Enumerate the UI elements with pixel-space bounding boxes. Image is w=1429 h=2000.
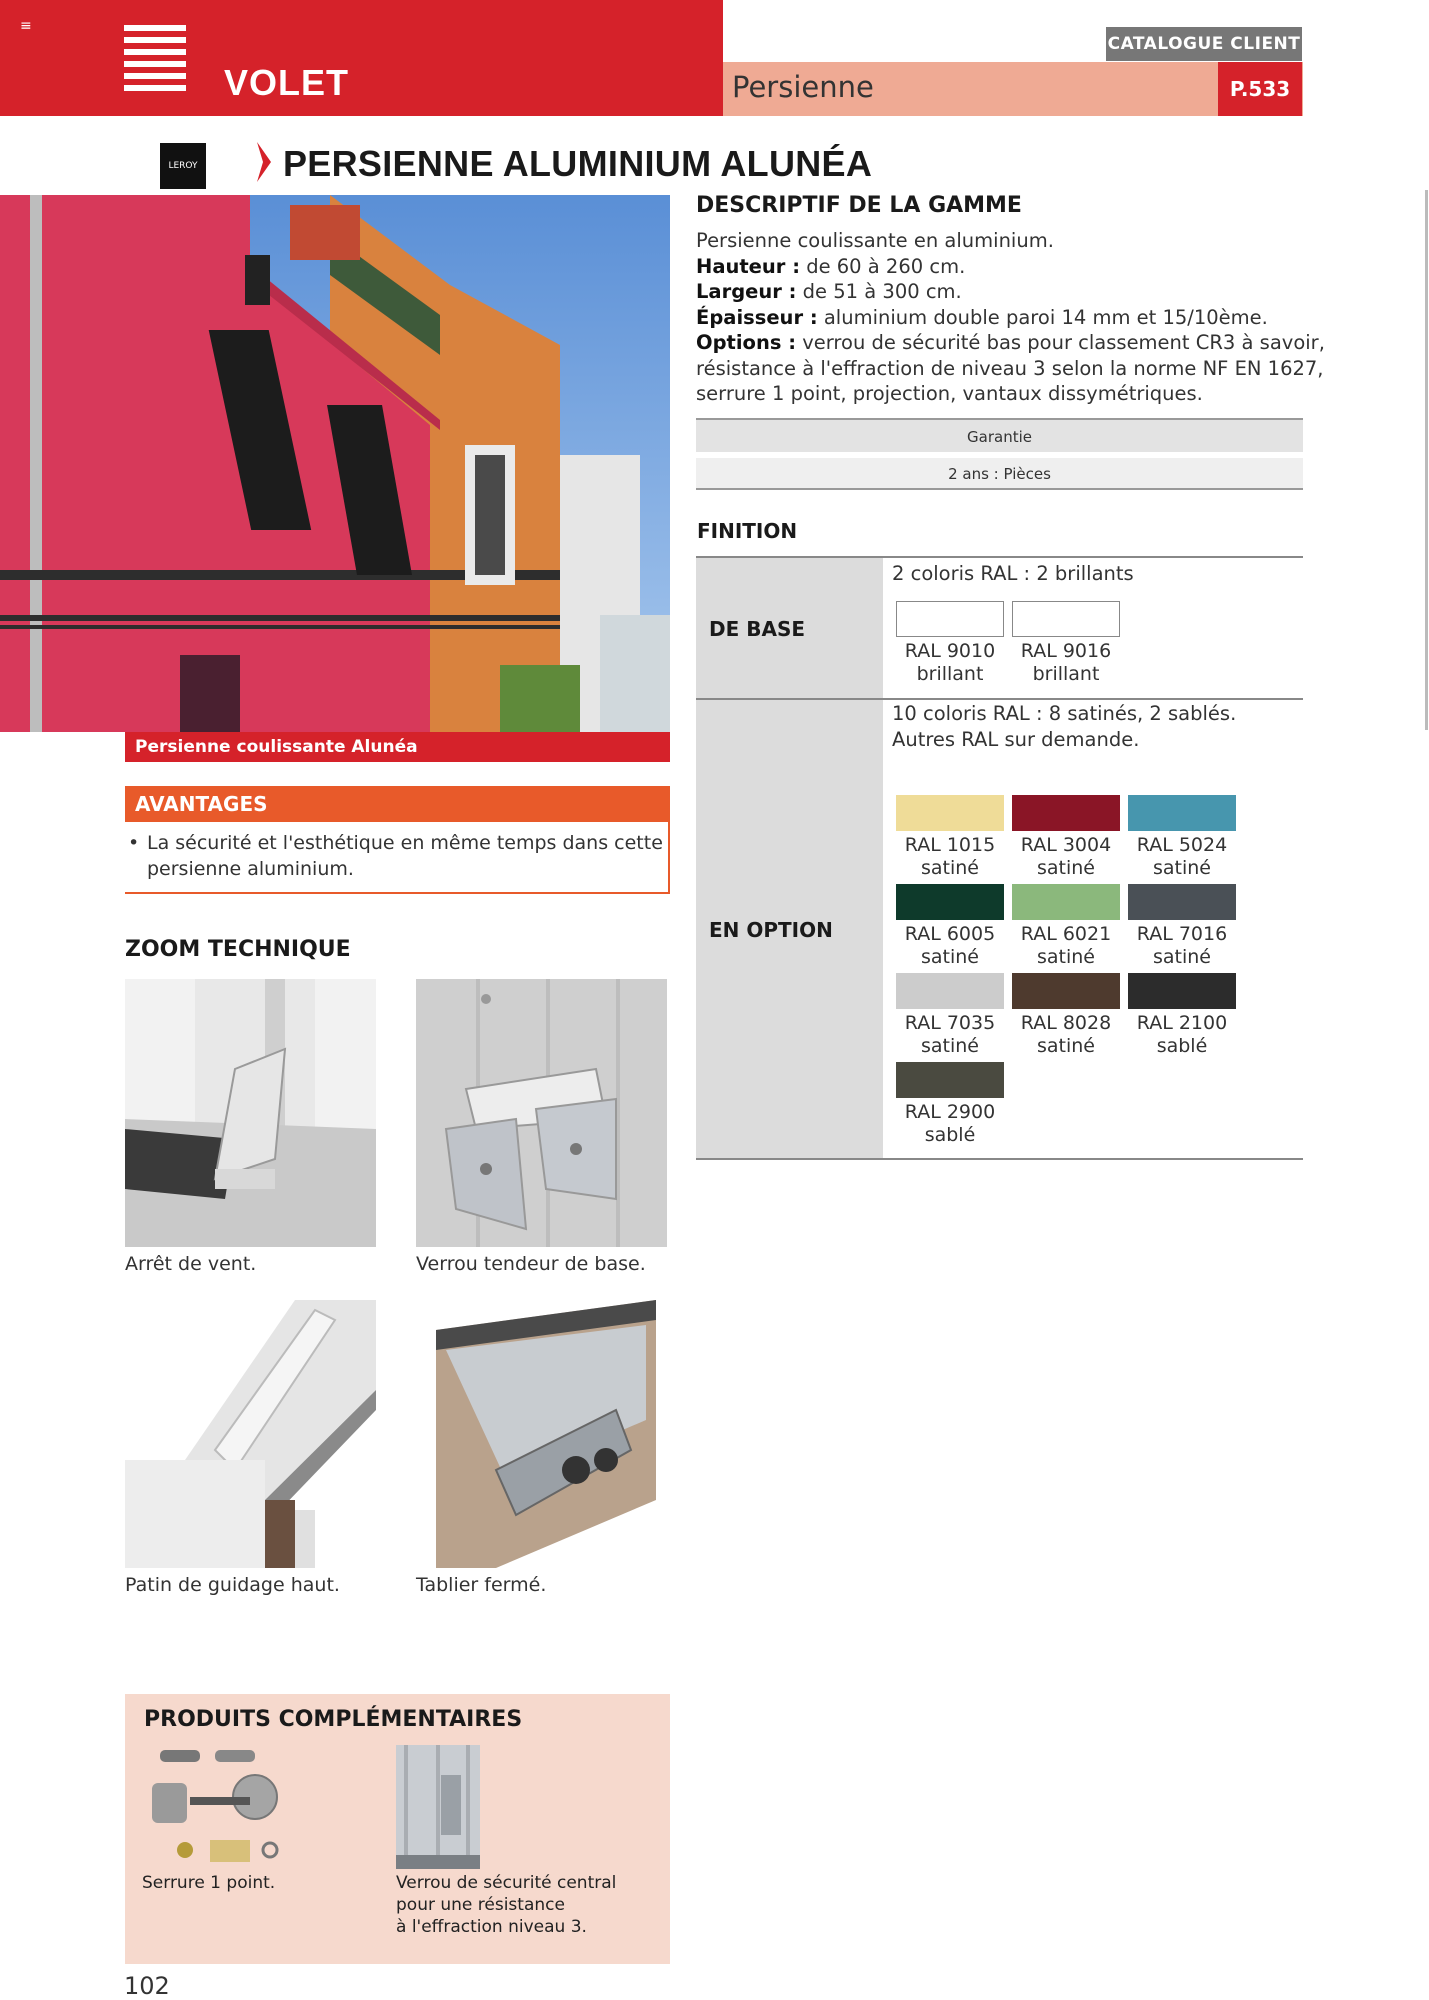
descriptif-title: DESCRIPTIF DE LA GAMME bbox=[696, 193, 1022, 218]
hero-caption: Persienne coulissante Alunéa bbox=[125, 732, 670, 762]
subsection-title: Persienne bbox=[732, 70, 874, 104]
caption-line: pour une résistance bbox=[396, 1895, 565, 1915]
color-swatch bbox=[1012, 795, 1120, 831]
color-swatch-label bbox=[1124, 834, 1240, 880]
ral-finish: sablé bbox=[924, 1124, 976, 1146]
ral-code: RAL 6021 bbox=[1020, 923, 1112, 945]
divider bbox=[696, 698, 1303, 700]
page-number: 102 bbox=[124, 1972, 170, 2000]
ral-code: RAL 3004 bbox=[1020, 834, 1112, 856]
zoom-caption: Arrêt de vent. bbox=[125, 1253, 257, 1275]
ral-code: RAL 7035 bbox=[904, 1012, 996, 1034]
color-swatch bbox=[1128, 795, 1236, 831]
summary-line: Autres RAL sur demande. bbox=[892, 728, 1140, 751]
color-swatch-label bbox=[892, 640, 1008, 686]
color-swatch bbox=[896, 795, 1004, 831]
caption-line: Serrure 1 point. bbox=[142, 1873, 276, 1893]
page-edge bbox=[1425, 190, 1428, 730]
color-swatch bbox=[1128, 973, 1236, 1009]
spec-value: de 51 à 300 cm. bbox=[796, 280, 962, 303]
color-swatch bbox=[896, 884, 1004, 920]
color-swatch-label bbox=[1124, 923, 1240, 969]
finition-base-summary: 2 coloris RAL : 2 brillants bbox=[892, 562, 1134, 585]
zoom-photo-arret bbox=[125, 979, 376, 1247]
garantie-header: Garantie bbox=[696, 418, 1303, 452]
zoom-caption: Tablier fermé. bbox=[416, 1574, 547, 1596]
color-swatch-label bbox=[1124, 1012, 1240, 1058]
color-swatch-label bbox=[892, 834, 1008, 880]
ral-code: RAL 8028 bbox=[1020, 1012, 1112, 1034]
zoom-photo-verrou bbox=[416, 979, 667, 1247]
spec-line bbox=[696, 305, 1336, 331]
page-ref-badge: P.533 bbox=[1218, 62, 1302, 116]
zoom-title: ZOOM TECHNIQUE bbox=[125, 937, 351, 962]
ral-finish: brillant bbox=[1032, 663, 1100, 685]
finition-base-label: DE BASE bbox=[709, 617, 806, 641]
color-swatch-label bbox=[892, 1101, 1008, 1147]
color-swatch bbox=[1128, 884, 1236, 920]
color-swatch-label bbox=[892, 1012, 1008, 1058]
ral-finish: satiné bbox=[1036, 946, 1095, 968]
color-swatch bbox=[896, 973, 1004, 1009]
menu-icon[interactable]: ≡ bbox=[20, 18, 32, 34]
ral-finish: satiné bbox=[920, 946, 979, 968]
header-band bbox=[0, 0, 723, 116]
color-swatch bbox=[1012, 973, 1120, 1009]
color-swatch-label bbox=[1008, 923, 1124, 969]
bullet: • bbox=[128, 832, 140, 854]
complementaire-caption bbox=[142, 1872, 275, 1894]
divider bbox=[696, 556, 1303, 558]
ral-code: RAL 5024 bbox=[1136, 834, 1228, 856]
spec-label: Options : bbox=[696, 331, 797, 354]
spec-value: aluminium double paroi 14 mm et 15/10ème. bbox=[817, 305, 1268, 329]
garantie-value: 2 ans : Pièces bbox=[696, 458, 1303, 490]
zoom-photo-patin bbox=[125, 1300, 376, 1568]
finition-label-column bbox=[696, 556, 883, 1160]
ral-code: RAL 1015 bbox=[904, 834, 996, 856]
spec-label: Hauteur : bbox=[696, 254, 800, 278]
color-swatch-label bbox=[1008, 640, 1124, 686]
color-swatch bbox=[896, 1062, 1004, 1098]
color-swatch bbox=[1012, 601, 1120, 637]
spec-line bbox=[696, 279, 1336, 305]
ral-finish: satiné bbox=[1152, 857, 1211, 879]
ral-code: RAL 9010 bbox=[904, 640, 996, 662]
avantages-item-text: La sécurité et l'esthétique en même temps dans cette persienne aluminium. bbox=[147, 832, 663, 880]
caption-line: Verrou de sécurité central bbox=[396, 1873, 617, 1893]
serrure-photo bbox=[150, 1745, 285, 1865]
spec-value: de 60 à 260 cm. bbox=[800, 254, 966, 278]
zoom-caption: Patin de guidage haut. bbox=[125, 1574, 340, 1596]
zoom-photo-tablier bbox=[416, 1300, 667, 1568]
ral-finish: brillant bbox=[916, 663, 984, 685]
ral-finish: satiné bbox=[920, 1035, 979, 1057]
spec-label: Épaisseur : bbox=[696, 305, 818, 329]
shutter-icon bbox=[124, 25, 186, 99]
complementaire-caption bbox=[396, 1872, 616, 1938]
color-swatch-label bbox=[892, 923, 1008, 969]
chevron-right-icon bbox=[255, 142, 273, 182]
descriptif-intro: Persienne coulissante en aluminium. bbox=[696, 229, 1054, 252]
zoom-caption: Verrou tendeur de base. bbox=[416, 1253, 646, 1275]
section-title: VOLET bbox=[224, 62, 350, 103]
ral-finish: satiné bbox=[920, 857, 979, 879]
color-swatch bbox=[1012, 884, 1120, 920]
finition-title: FINITION bbox=[697, 519, 798, 543]
finition-option-label: EN OPTION bbox=[709, 918, 833, 942]
ral-finish: satiné bbox=[1152, 946, 1211, 968]
finition-option-summary bbox=[892, 701, 1236, 753]
ral-finish: satiné bbox=[1036, 1035, 1095, 1057]
avantages-title: AVANTAGES bbox=[125, 786, 670, 822]
summary-line: 10 coloris RAL : 8 satinés, 2 sablés. bbox=[892, 702, 1237, 725]
ral-code: RAL 6005 bbox=[904, 923, 996, 945]
ral-code: RAL 7016 bbox=[1136, 923, 1228, 945]
complementaires-title: PRODUITS COMPLÉMENTAIRES bbox=[144, 1707, 523, 1732]
color-swatch-label bbox=[1008, 834, 1124, 880]
catalogue-badge: CATALOGUE CLIENT bbox=[1106, 27, 1302, 61]
ral-code: RAL 9016 bbox=[1020, 640, 1112, 662]
ral-finish: satiné bbox=[1036, 857, 1095, 879]
spec-value: verrou de sécurité bas pour classement CR3 à savoir, résistance à l'effraction de niveau 3 selon la norme NF EN 1627, serrure 1 point, projection, vantaux dissymétriques. bbox=[696, 331, 1325, 405]
ral-code: RAL 2100 bbox=[1136, 1012, 1228, 1034]
caption-line: à l'effraction niveau 3. bbox=[396, 1917, 587, 1937]
divider bbox=[696, 1158, 1303, 1160]
hero-photo bbox=[0, 195, 670, 732]
ral-finish: sablé bbox=[1156, 1035, 1208, 1057]
product-title: PERSIENNE ALUMINIUM ALUNÉA bbox=[283, 143, 873, 184]
color-swatch-label bbox=[1008, 1012, 1124, 1058]
spec-label: Largeur : bbox=[696, 280, 797, 303]
ral-code: RAL 2900 bbox=[904, 1101, 996, 1123]
spec-line bbox=[696, 254, 1336, 280]
color-swatch bbox=[896, 601, 1004, 637]
verrou-central-photo bbox=[396, 1745, 480, 1869]
spec-line bbox=[696, 330, 1336, 407]
avantages-item bbox=[128, 830, 668, 882]
descriptif-body bbox=[696, 228, 1336, 407]
brand-logo: LEROY bbox=[160, 143, 206, 189]
